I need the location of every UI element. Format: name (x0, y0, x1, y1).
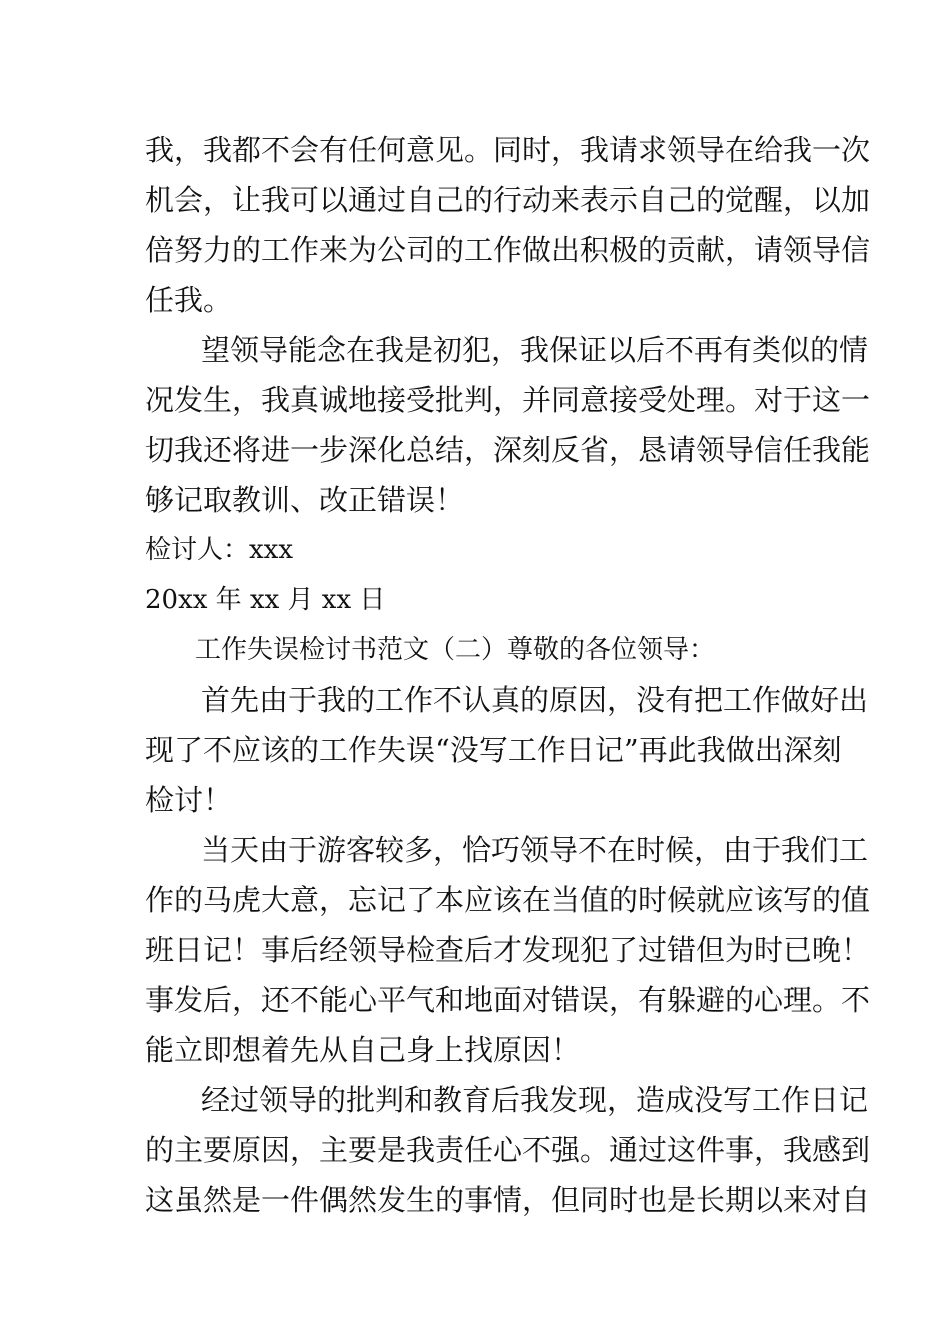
text-line: 能立即想着先从自己身上找原因！ (145, 1033, 581, 1067)
text-line: 事发后，还不能心平气和地面对错误，有躲避的心理。不 (145, 983, 871, 1017)
text-line: 况发生，我真诚地接受批判，并同意接受处理。对于这一 (145, 383, 871, 417)
text-line: 倍努力的工作来为公司的工作做出积极的贡献，请领导信 (145, 233, 871, 267)
text-line: 机会，让我可以通过自己的行动来表示自己的觉醒，以加 (145, 183, 871, 217)
text-line: 够记取教训、改正错误！ (145, 483, 465, 517)
paragraph-first-line: 当天由于游客较多，恰巧领导不在时候，由于我们工 (201, 833, 869, 867)
text-line: 任我。 (145, 283, 233, 317)
text-line: 的主要原因，主要是我责任心不强。通过这件事，我感到 (145, 1133, 871, 1167)
paragraph-first-line: 首先由于我的工作不认真的原因，没有把工作做好出 (201, 683, 869, 717)
paragraph-first-line: 经过领导的批判和教育后我发现，造成没写工作日记 (201, 1083, 869, 1117)
text-line: 班日记！事后经领导检查后才发现犯了过错但为时已晚！ (145, 933, 871, 967)
text-line: 切我还将进一步深化总结，深刻反省，恳请领导信任我能 (145, 433, 871, 467)
section-heading: 工作失误检讨书范文（二）尊敬的各位领导： (195, 635, 716, 665)
text-line: 现了不应该的工作失误“没写工作日记”再此我做出深刻 (145, 733, 842, 767)
text-line: 这虽然是一件偶然发生的事情，但同时也是长期以来对自 (145, 1183, 871, 1217)
paragraph-first-line: 望领导能念在我是初犯，我保证以后不再有类似的情 (201, 333, 869, 367)
text-line: 我，我都不会有任何意见。同时，我请求领导在给我一次 (145, 133, 871, 167)
signature-name: 检讨人：xxx (145, 535, 293, 565)
text-line: 检讨！ (145, 783, 233, 817)
signature-date: 20xx 年 xx 月 xx 日 (145, 585, 386, 615)
text-line: 作的马虎大意，忘记了本应该在当值的时候就应该写的值 (145, 883, 871, 917)
